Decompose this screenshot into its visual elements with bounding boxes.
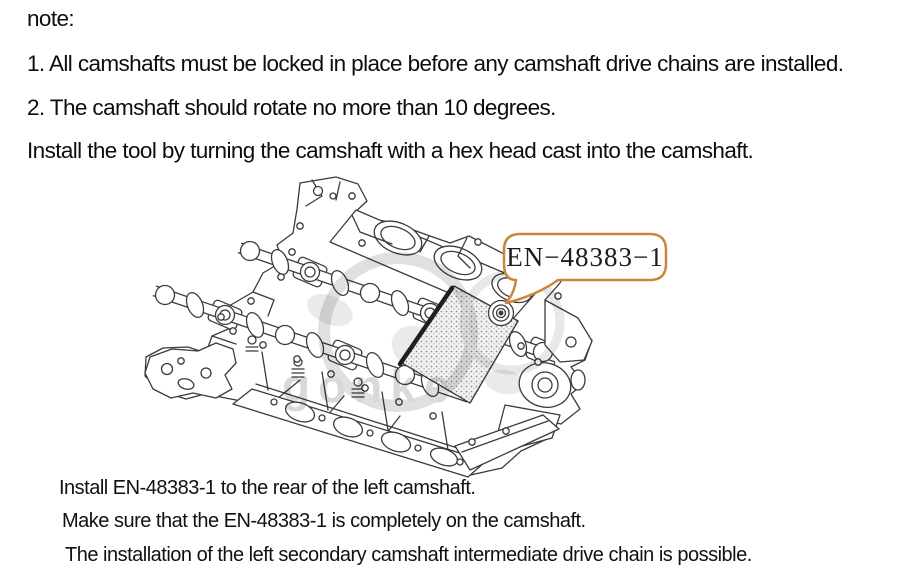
camshaft-rear-boss bbox=[489, 301, 514, 326]
note-item-2: 2. The camshaft should rotate no more than 10 degrees. bbox=[27, 95, 556, 120]
caption-line-1: Install EN-48383-1 to the rear of the left camshaft. bbox=[59, 477, 476, 499]
callout-label: EN−48383−1 bbox=[506, 242, 664, 272]
instruction-line: Install the tool by turning the camshaft with a hex head cast into the camshaft. bbox=[27, 138, 754, 163]
caption-line-2: Make sure that the EN-48383-1 is completely on the camshaft. bbox=[62, 510, 586, 532]
caption-line-3: The installation of the left secondary camshaft intermediate drive chain is possible. bbox=[65, 544, 752, 566]
watermark-text: gonke bbox=[282, 360, 458, 412]
engine-drawing bbox=[145, 177, 592, 477]
callout-bubble bbox=[504, 234, 666, 303]
note-item-1: 1. All camshafts must be locked in place before any camshaft drive chains are installed. bbox=[27, 51, 844, 76]
note-heading: note: bbox=[27, 6, 75, 31]
